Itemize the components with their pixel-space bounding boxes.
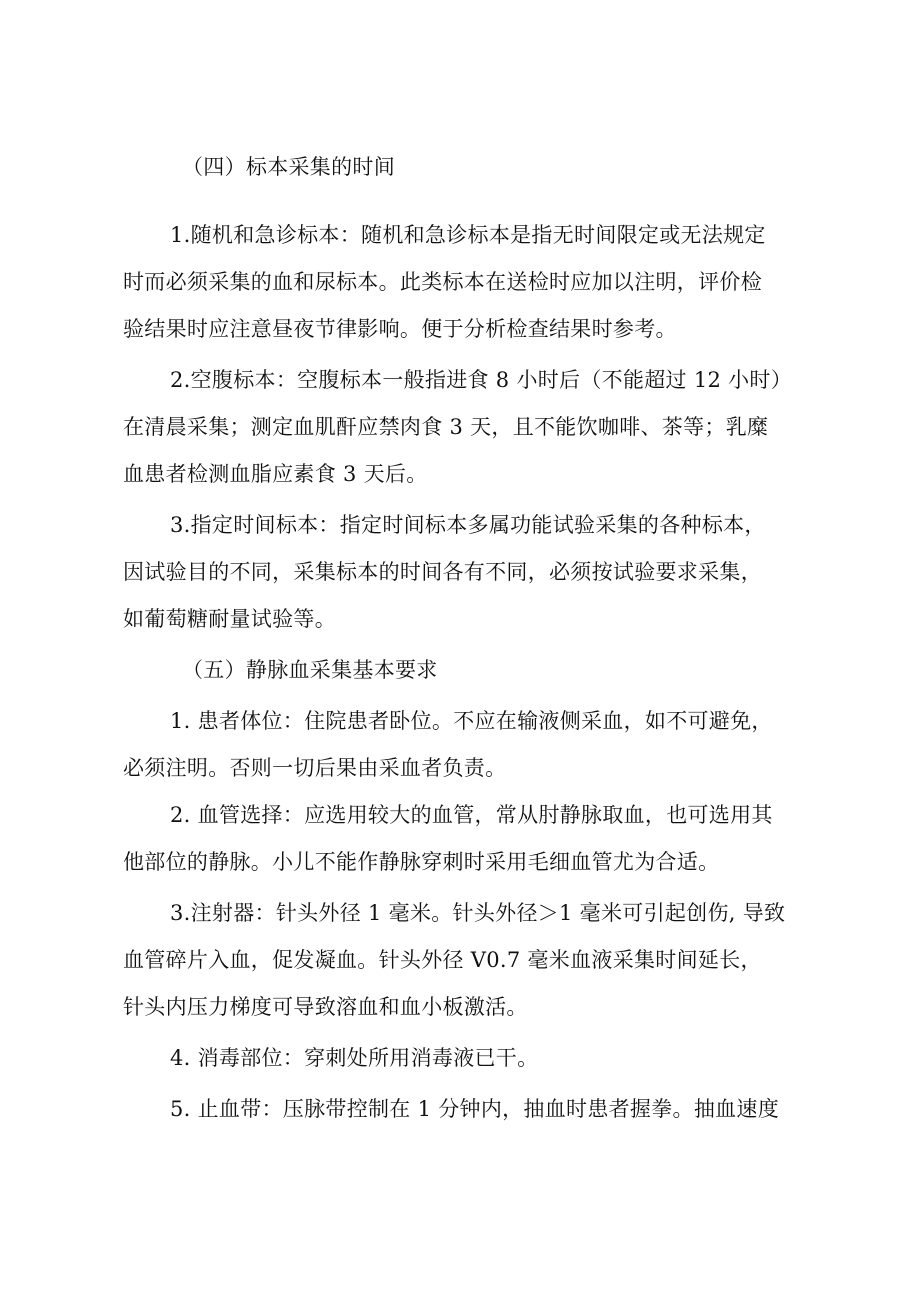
paragraph-line: 时而必须采集的血和尿标本。此类标本在送检时应加以注明，评价检 [123, 270, 762, 294]
paragraph-line: 2. 血管选择：应选用较大的血管，常从肘静脉取血，也可选用其 [170, 803, 773, 827]
paragraph-line: 如葡萄糖耐量试验等。 [123, 607, 336, 631]
paragraph-line: 在清晨采集；测定血肌酐应禁肉食 3 天，且不能饮咖啡、茶等；乳糜 [123, 415, 769, 439]
paragraph-line: 2.空腹标本：空腹标本一般指进食 8 小时后（不能超过 12 小时） [170, 368, 793, 392]
paragraph-line: 因试验目的不同，采集标本的时间各有不同，必须按试验要求采集， [123, 560, 762, 584]
paragraph-line: 1.随机和急诊标本：随机和急诊标本是指无时间限定或无法规定 [170, 223, 766, 247]
paragraph-line: 血患者检测血脂应素食 3 天后。 [123, 462, 428, 486]
paragraph-line: 验结果时应注意昼夜节律影响。便于分析检查结果时参考。 [123, 317, 677, 341]
paragraph-line: 必须注明。否则一切后果由采血者负责。 [123, 756, 507, 780]
paragraph-line: 4. 消毒部位：穿刺处所用消毒液已干。 [170, 1046, 539, 1070]
section-heading-4: （四）标本采集的时间 [182, 155, 395, 179]
paragraph-line: 针头内压力梯度可导致溶血和血小板激活。 [123, 995, 528, 1019]
paragraph-line: 3.指定时间标本：指定时间标本多属功能试验采集的各种标本， [170, 513, 766, 537]
paragraph-line: 1. 患者体位：住院患者卧位。不应在输液侧采血，如不可避免， [170, 709, 773, 733]
paragraph-line: 3.注射器：针头外径 1 毫米。针头外径＞1 毫米可引起创伤, 导致 [170, 901, 786, 925]
section-heading-5: （五）静脉血采集基本要求 [182, 658, 438, 682]
paragraph-line: 血管碎片入血，促发凝血。针头外径 V0.7 毫米血液采集时间延长， [123, 948, 762, 972]
paragraph-line: 5. 止血带：压脉带控制在 1 分钟内，抽血时患者握拳。抽血速度 [170, 1097, 780, 1121]
paragraph-line: 他部位的静脉。小儿不能作静脉穿刺时采用毛细血管尤为合适。 [123, 850, 720, 874]
